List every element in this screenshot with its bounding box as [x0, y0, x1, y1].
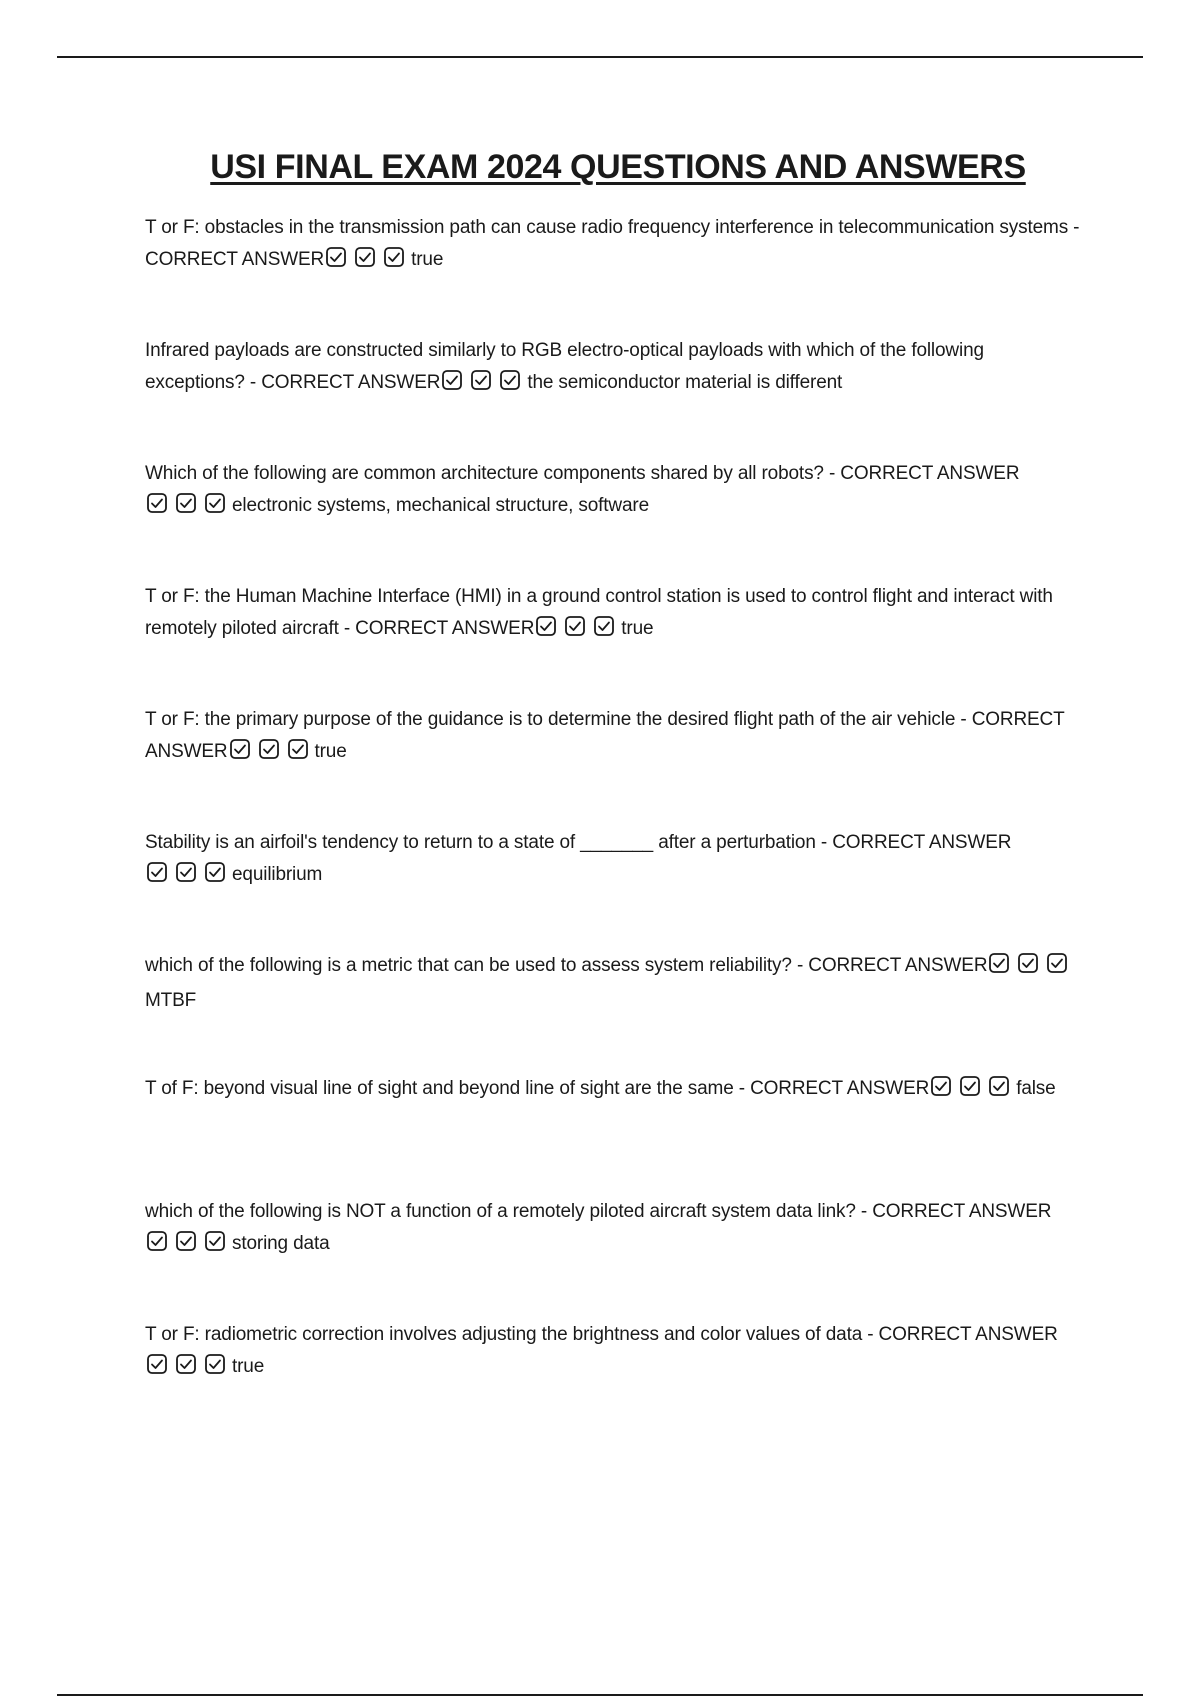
checkbox-check-icon — [442, 370, 462, 390]
correct-answer-label: CORRECT ANSWER — [872, 1201, 1052, 1222]
question-text: T or F: obstacles in the transmission path can cause radio frequency interference in telecommunication systems - — [145, 217, 1080, 238]
correct-answer-label: CORRECT ANSWER — [840, 463, 1020, 484]
correct-answer-label: CORRECT ANSWER — [145, 249, 325, 270]
qa-item — [145, 335, 1085, 458]
answer-text: MTBF — [145, 990, 197, 1011]
checkbox-check-icon — [594, 616, 614, 636]
answer-text: equilibrium — [232, 864, 323, 885]
correct-answer-label: CORRECT ANSWER — [808, 955, 988, 976]
question-text: which of the following is NOT a function of a remotely piloted aircraft system data link? - — [145, 1201, 873, 1222]
answer-text: true — [621, 618, 654, 639]
checkbox-check-icon — [326, 247, 346, 267]
checkbox-check-icon — [176, 1354, 196, 1374]
checkbox-check-icon — [989, 953, 1009, 973]
checkbox-check-icon — [1018, 953, 1038, 973]
checkbox-check-icon — [147, 493, 167, 513]
correct-answer-label: CORRECT ANSWER — [878, 1324, 1058, 1345]
check-icons — [145, 1354, 232, 1386]
qa-paragraph — [145, 1319, 1085, 1386]
qa-paragraph — [145, 335, 1085, 402]
qa-item — [145, 704, 1085, 827]
check-icons — [987, 953, 1074, 985]
qa-item — [145, 581, 1085, 704]
top-rule — [57, 56, 1143, 58]
correct-answer-label: CORRECT ANSWER — [750, 1078, 930, 1099]
correct-answer-label: CORRECT ANSWER — [145, 709, 1065, 762]
check-icons — [534, 616, 621, 648]
qa-paragraph — [145, 581, 1085, 648]
checkbox-check-icon — [259, 739, 279, 759]
qa-item — [145, 212, 1085, 335]
qa-paragraph — [145, 950, 1085, 1017]
checkbox-check-icon — [500, 370, 520, 390]
qa-item — [145, 950, 1085, 1073]
question-text: T or F: radiometric correction involves adjusting the brightness and color values of data - — [145, 1324, 879, 1345]
check-icons — [929, 1076, 1016, 1108]
checkbox-check-icon — [176, 862, 196, 882]
checkbox-check-icon — [384, 247, 404, 267]
check-icons — [324, 247, 411, 279]
answer-text: false — [1016, 1078, 1056, 1099]
bottom-rule — [57, 1694, 1143, 1696]
check-icons — [145, 862, 232, 894]
question-text: Stability is an airfoil's tendency to return to a state of _______ after a perturbation - — [145, 832, 833, 853]
correct-answer-label: CORRECT ANSWER — [355, 618, 535, 639]
checkbox-check-icon — [355, 247, 375, 267]
checkbox-check-icon — [931, 1076, 951, 1096]
checkbox-check-icon — [205, 1354, 225, 1374]
question-list — [145, 212, 1085, 1442]
checkbox-check-icon — [230, 739, 250, 759]
checkbox-check-icon — [176, 1231, 196, 1251]
checkbox-check-icon — [1047, 953, 1067, 973]
page-title: USI FINAL EXAM 2024 QUESTIONS AND ANSWERS — [210, 148, 1026, 186]
qa-item — [145, 827, 1085, 950]
qa-item — [145, 458, 1085, 581]
answer-text: true — [232, 1356, 265, 1377]
question-text: which of the following is a metric that can be used to assess system reliability? - — [145, 955, 809, 976]
checkbox-check-icon — [536, 616, 556, 636]
check-icons — [145, 493, 232, 525]
checkbox-check-icon — [147, 862, 167, 882]
question-text: Which of the following are common architecture components shared by all robots? - — [145, 463, 841, 484]
qa-paragraph — [145, 458, 1085, 525]
check-icons — [145, 1231, 232, 1263]
checkbox-check-icon — [147, 1354, 167, 1374]
checkbox-check-icon — [565, 616, 585, 636]
question-text: T or F: the Human Machine Interface (HMI) in a ground control station is used to control flight and interact with remotely piloted aircraft - — [145, 586, 1053, 639]
checkbox-check-icon — [147, 1231, 167, 1251]
checkbox-check-icon — [205, 1231, 225, 1251]
checkbox-check-icon — [471, 370, 491, 390]
qa-paragraph — [145, 704, 1085, 771]
qa-paragraph — [145, 1073, 1085, 1108]
question-text: T or F: the primary purpose of the guidance is to determine the desired flight path of the air vehicle - — [145, 709, 972, 730]
checkbox-check-icon — [205, 862, 225, 882]
answer-text: electronic systems, mechanical structure, software — [232, 495, 649, 516]
check-icons — [440, 370, 527, 402]
qa-paragraph — [145, 1196, 1085, 1263]
answer-text: storing data — [232, 1233, 330, 1254]
question-text: Infrared payloads are constructed similarly to RGB electro-optical payloads with which of the following exceptions? - — [145, 340, 984, 393]
checkbox-check-icon — [205, 493, 225, 513]
question-text: T of F: beyond visual line of sight and beyond line of sight are the same - — [145, 1078, 751, 1099]
checkbox-check-icon — [960, 1076, 980, 1096]
checkbox-check-icon — [288, 739, 308, 759]
qa-paragraph — [145, 827, 1085, 894]
answer-text: true — [314, 741, 347, 762]
answer-text: the semiconductor material is different — [527, 372, 843, 393]
correct-answer-label: CORRECT ANSWER — [832, 832, 1012, 853]
correct-answer-label: CORRECT ANSWER — [261, 372, 441, 393]
checkbox-check-icon — [176, 493, 196, 513]
qa-item — [145, 1073, 1085, 1196]
qa-item — [145, 1319, 1085, 1442]
checkbox-check-icon — [989, 1076, 1009, 1096]
check-icons — [228, 739, 315, 771]
answer-text: true — [411, 249, 444, 270]
qa-item — [145, 1196, 1085, 1319]
qa-paragraph — [145, 212, 1085, 279]
